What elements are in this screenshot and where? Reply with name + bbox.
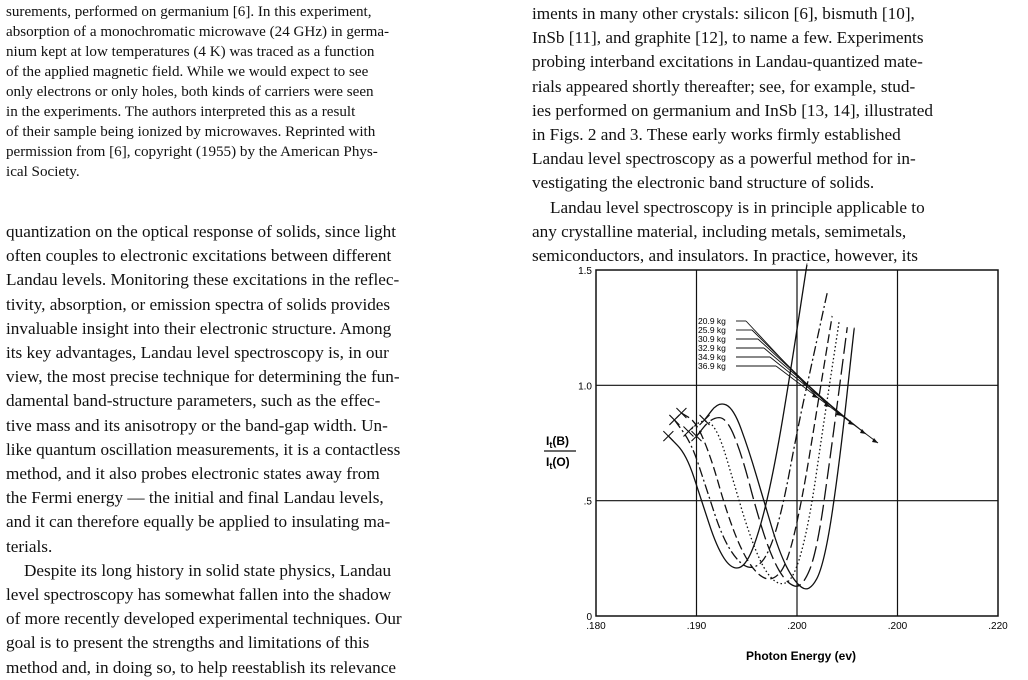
caption-line: permission from [6], copyright (1955) by the American Phys- [6, 144, 378, 160]
x-tick-label: .180 [586, 621, 606, 632]
text-line: InSb [11], and graphite [12], to name a few. Experiments [532, 28, 924, 48]
text-line: and it can therefore equally be applied to insulating ma- [6, 512, 391, 532]
text-line: its key advantages, Landau level spectroscopy is, in our [6, 343, 389, 363]
text-line: rials appeared shortly thereafter; see, for example, stud- [532, 76, 916, 96]
text-line: Landau levels. Monitoring these excitations in the reflec- [6, 270, 400, 290]
text-line: vestigating the electronic band structure of solids. [532, 173, 875, 193]
text-line: terials. [6, 536, 53, 556]
left-column [0, 0, 500, 680]
text-line: the Fermi energy — the initial and final Landau levels, [6, 488, 384, 508]
legend-label: 30.9 kg [698, 334, 726, 344]
body-paragraph-2 [0, 559, 500, 680]
y-tick-label: .5 [583, 496, 592, 508]
figure-2-chart [536, 262, 1016, 666]
y-axis-label-denominator: $I_t(O)$ [546, 455, 570, 471]
caption-line: nium kept at low temperatures (4 K) was traced as a function [6, 44, 375, 60]
caption-line: of their sample being ionized by microwaves. Reprinted with [6, 124, 376, 140]
text-line: any crystalline material, including metals, semimetals, [532, 221, 907, 241]
y-tick-label: 1.0 [578, 381, 592, 393]
text-line: quantization on the optical response of solids, since light [6, 222, 396, 241]
text-line: damental band-structure parameters, such as the effec- [6, 391, 381, 411]
figure-caption [0, 2, 500, 182]
legend-arrow-line [776, 366, 878, 443]
caption-line: surements, performed on germanium [6]. In this experiment, [6, 4, 372, 20]
caption-line: ical Society. [6, 164, 80, 180]
series-start-marker [663, 431, 673, 441]
text-line: like quantum oscillation measurements, it is a contactless [6, 439, 401, 459]
absorption-spectrum-plot [536, 262, 1016, 666]
body-paragraph-4 [526, 196, 1028, 269]
right-column [526, 0, 1028, 268]
text-line: goal is to present the strengths and limitations of this [6, 633, 370, 653]
legend-arrow-line [770, 357, 866, 434]
text-line: Despite its long history in solid state physics, Landau [24, 560, 392, 580]
text-line: Landau level spectroscopy is in principle applicable to [550, 197, 925, 217]
text-line: level spectroscopy has somewhat fallen into the shadow [6, 585, 392, 605]
series-start-marker [676, 408, 686, 418]
x-tick-label: .200 [787, 621, 807, 632]
body-paragraph-3 [526, 2, 1028, 196]
x-axis-label: Photon Energy (ev) [745, 649, 857, 663]
text-line: method and, in doing so, to help reestablish its relevance [6, 657, 396, 677]
text-line: iments in many other crystals: silicon [6], bismuth [10], [532, 4, 915, 23]
text-line: probing interband excitations in Landau-quantized mate- [532, 52, 923, 72]
x-tick-label: .220 [988, 621, 1008, 632]
legend-label: 25.9 kg [698, 325, 726, 335]
x-tick-label: .200 [887, 621, 908, 632]
chart-legend [698, 316, 878, 443]
x-tick-label: .190 [686, 621, 707, 632]
text-line: method, and it also probes electronic states away from [6, 464, 380, 484]
text-line: in Figs. 2 and 3. These early works firmly established [532, 125, 901, 145]
caption-line: of the applied magnetic field. While we would expect to see [6, 64, 369, 80]
caption-line: in the experiments. The authors interpreted this as a result [6, 104, 356, 120]
text-line: tive mass and its anisotropy or the band-gap width. Un- [6, 415, 388, 435]
legend-label: 36.9 kg [698, 361, 726, 371]
text-line: invaluable insight into their electronic structure. Among [6, 318, 392, 338]
body-paragraph-1 [0, 220, 500, 559]
legend-label: 20.9 kg [698, 316, 726, 326]
text-line: tivity, absorption, or emission spectra of solids provides [6, 294, 391, 314]
legend-label: 32.9 kg [698, 343, 726, 353]
y-axis-label-numerator: $I_t(B)$ [546, 434, 570, 450]
text-line: of more recently developed experimental techniques. Our [6, 609, 402, 629]
series-start-marker [700, 415, 710, 425]
text-line: Landau level spectroscopy as a powerful method for in- [532, 149, 916, 169]
legend-label: 34.9 kg [698, 352, 726, 362]
caption-line: only electrons or only holes, both kinds of carriers were seen [6, 84, 374, 100]
text-line: often couples to electronic excitations between different [6, 246, 392, 266]
text-line: semiconductors, and insulators. In practice, however, its [532, 246, 918, 266]
series-line [668, 264, 807, 568]
text-line: ies performed on germanium and InSb [13, 14], illustrated [532, 100, 933, 120]
y-tick-label: 0 [586, 612, 592, 623]
y-tick-label: 1.5 [578, 266, 592, 277]
text-line: view, the most precise technique for determining the fun- [6, 367, 400, 387]
chart-grid [596, 270, 998, 616]
caption-line: absorption of a monochromatic microwave (24 GHz) in germa- [6, 24, 390, 40]
chart-curves [663, 264, 854, 589]
